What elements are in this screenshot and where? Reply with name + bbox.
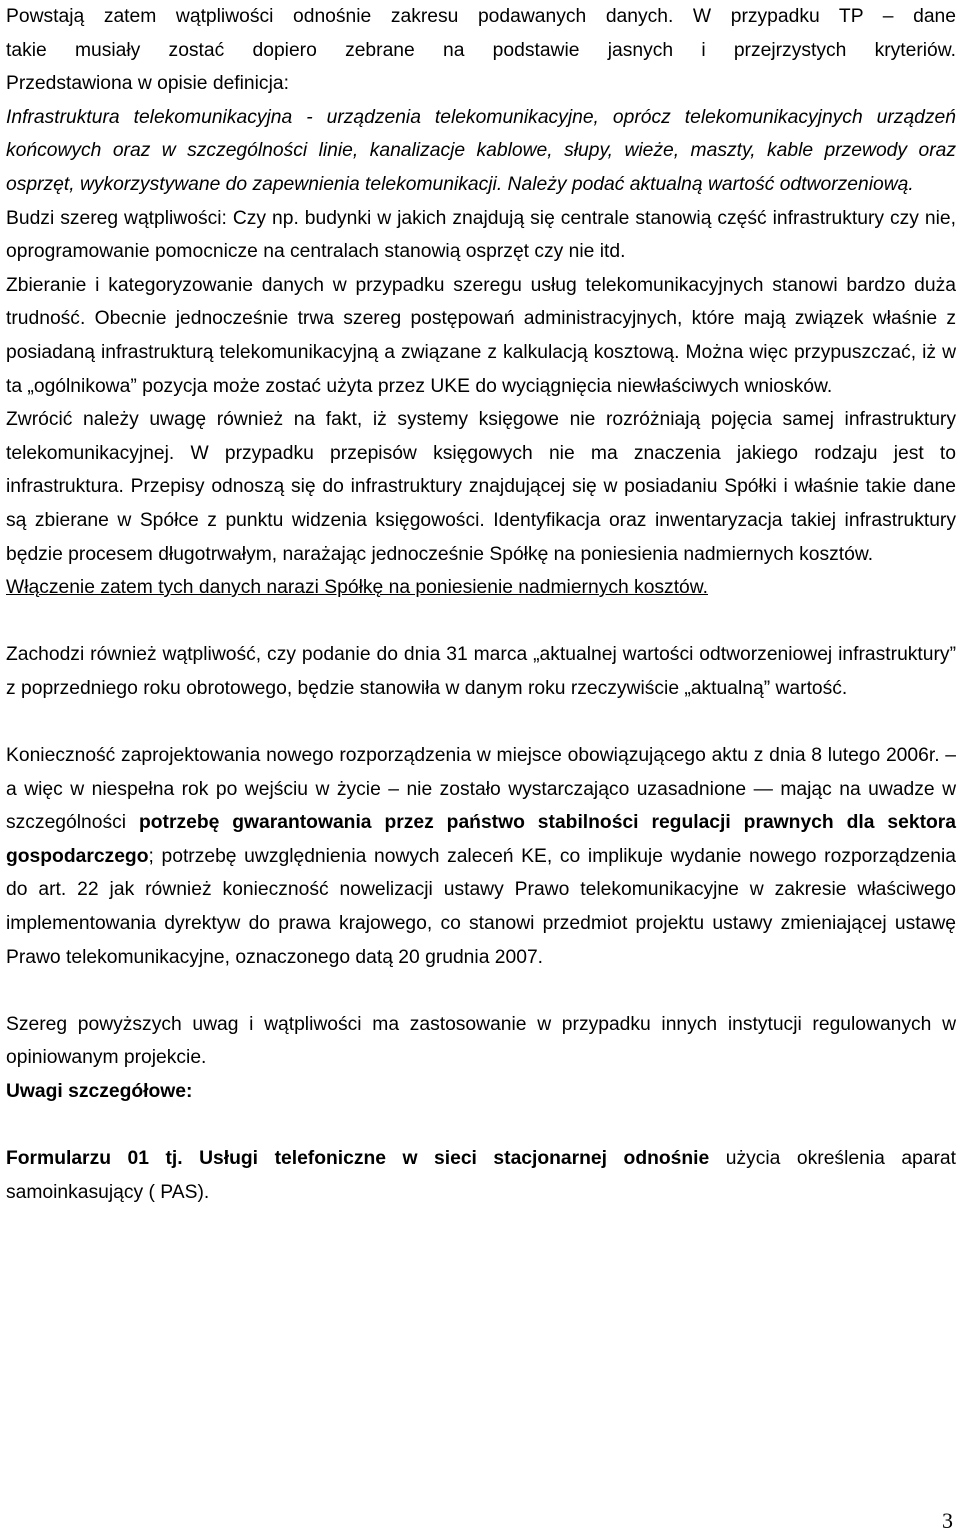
regulation-bold-text: potrzebę gwarantowania przez państwo stabilności regulacji prawnych dla sektora gospodarczego <box>6 812 956 867</box>
form-paragraph <box>6 1142 956 1209</box>
paragraph-gap <box>6 705 956 739</box>
detailed-remarks-heading: Uwagi szczegółowe: <box>6 1081 193 1102</box>
paragraph-line: Powstają zatem wątpliwości odnośnie zakresu podawanych danych. W przypadku TP – dane <box>6 6 956 27</box>
document-page <box>6 0 956 1209</box>
paragraph-line: Przedstawiona w opisie definicja: <box>6 73 289 95</box>
paragraph-gap <box>6 1109 956 1143</box>
form-bold-text: Formularzu 01 tj. Usługi telefoniczne w sieci stacjonarnej odnośnie <box>6 1148 710 1170</box>
definition-paragraph: Infrastruktura telekomunikacyjna - urządzenia telekomunikacyjne, oprócz telekomunikacyjnych urządzeń końcowych oraz w szczególności linie, kanalizacje kablowe, słupy, wieże, maszty, kable przewody oraz osprzęt, wykorzystywane do zapewnienia telekomunikacji. Należy podać aktualną wartość odtworzeniową. <box>6 106 956 195</box>
other-institutions-paragraph: Szereg powyższych uwag i wątpliwości ma zastosowanie w przypadku innych instytucji regulowanych w opiniowanym projekcie. <box>6 1013 956 1069</box>
form-rest-text: użycia określenia aparat samoinkasujący ( PAS). <box>6 1148 957 1203</box>
regulation-text-part1: Konieczność zaprojektowania nowego rozporządzenia w miejsce obowiązującego aktu z dnia 8 lutego 2006r. – a więc w niespełna rok po wejściu w życie – nie zostało wystarczająco uzasadnione — mając na uwadze w szczególności <box>6 745 956 834</box>
page-number: 3 <box>942 1508 953 1533</box>
paragraph-gap <box>6 974 956 1008</box>
underlined-conclusion: Włączenie zatem tych danych narazi Spółkę na poniesienie nadmiernych kosztów. <box>6 577 708 599</box>
march-paragraph: Zachodzi również wątpliwość, czy podanie do dnia 31 marca „aktualnej wartości odtworzeniowej infrastruktury” z poprzedniego roku obrotowego, będzie stanowiła w danym roku rzeczywiście „aktualną” wartość. <box>6 644 956 699</box>
regulation-text-part2: ; potrzebę uwzględnienia nowych zaleceń KE, co implikuje wydanie nowego rozporządzenia do art. 22 jak również konieczność nowelizacji ustawy Prawo telekomunikacyjne w zakresie właściwego implementowania dyrektyw do prawa krajowego, co stanowi przedmiot projektu ustawy zmieniającej ustawę Prawo telekomunikacyjne, oznaczonego datą 20 grudnia 2007. <box>6 845 956 968</box>
accounting-paragraph: Zwrócić należy uwagę również na fakt, iż systemy księgowe nie rozróżniają pojęcia samej infrastruktury telekomunikacyjnej. W przypadku przepisów księgowych nie ma znaczenia jakiego rodzaju jest to infrastruktura. Przepisy odnoszą się do infrastruktury znajdującej się w posiadaniu Spółki i właśnie takie dane są zbierane w Spółce z punktu widzenia księgowości. Identyfikacja oraz inwentaryzacja takiej infrastruktury będzie procesem długotrwałym, narażając jednocześnie Spółkę na poniesienia nadmiernych kosztów. <box>6 409 956 565</box>
data-collection-paragraph: Zbieranie i kategoryzowanie danych w przypadku szeregu usług telekomunikacyjnych stanowi bardzo duża trudność. Obecnie jednocześnie trwa szereg postępowań administracyjnych, które mają związek właśnie z posiadaną infrastrukturą telekomunikacyjną a związane z kalkulacją kosztową. Można więc przypuszczać, iż w ta „ogólnikowa” pozycja może zostać użyta przez UKE do wyciągnięcia niewłaściwych wniosków. <box>6 274 956 397</box>
section-heading <box>6 1075 956 1109</box>
paragraph-gap <box>6 605 956 639</box>
doubts-paragraph: Budzi szereg wątpliwości: Czy np. budynki w jakich znajdują się centrale stanowią część infrastruktury czy nie, oprogramowanie pomocnicze na centralach stanowią osprzęt czy nie itd. <box>6 207 956 263</box>
paragraph-line: takie musiały zostać dopiero zebrane na podstawie jasnych i przejrzystych kryteriów. <box>6 39 956 61</box>
regulation-paragraph <box>6 739 956 974</box>
